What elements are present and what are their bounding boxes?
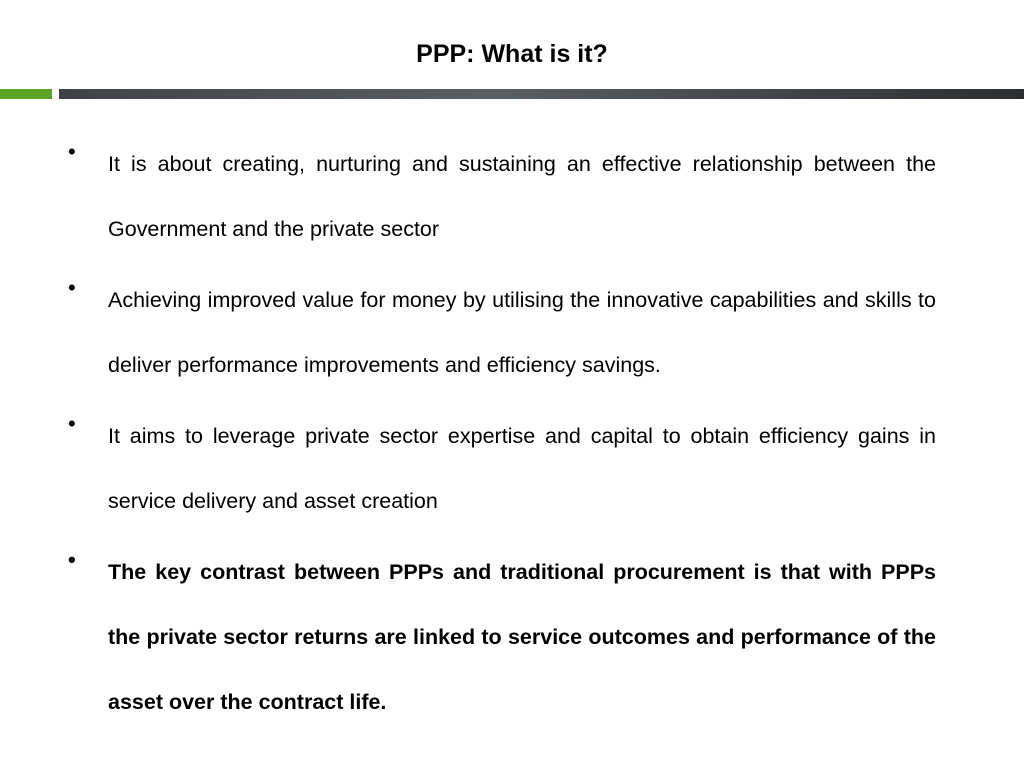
bullet-text: It aims to leverage private sector expertise and capital to obtain efficiency gains in service delivery and asset creation (108, 424, 936, 513)
bullet-item (68, 268, 936, 398)
bullet-dot-icon: • (68, 411, 76, 436)
bullet-text: It is about creating, nurturing and sustaining an effective relationship between the Government and the private sector (108, 152, 936, 241)
accent-bar-dark (59, 89, 1024, 99)
bullet-item (68, 404, 936, 534)
bullet-item (68, 132, 936, 262)
bullet-dot-icon: • (68, 547, 76, 572)
bullet-dot-icon: • (68, 275, 76, 300)
slide-title: PPP: What is it? (416, 40, 608, 68)
bullet-list (68, 132, 936, 741)
bullet-item-key-contrast (68, 540, 936, 735)
bullet-text: Achieving improved value for money by utilising the innovative capabilities and skills to deliver performance improvements and efficiency savings. (108, 288, 936, 377)
accent-bar-green (0, 89, 52, 99)
bullet-dot-icon: • (68, 139, 76, 164)
bullet-text: The key contrast between PPPs and traditional procurement is that with PPPs the private sector returns are linked to service outcomes and performance of the asset over the contract life. (108, 560, 936, 714)
